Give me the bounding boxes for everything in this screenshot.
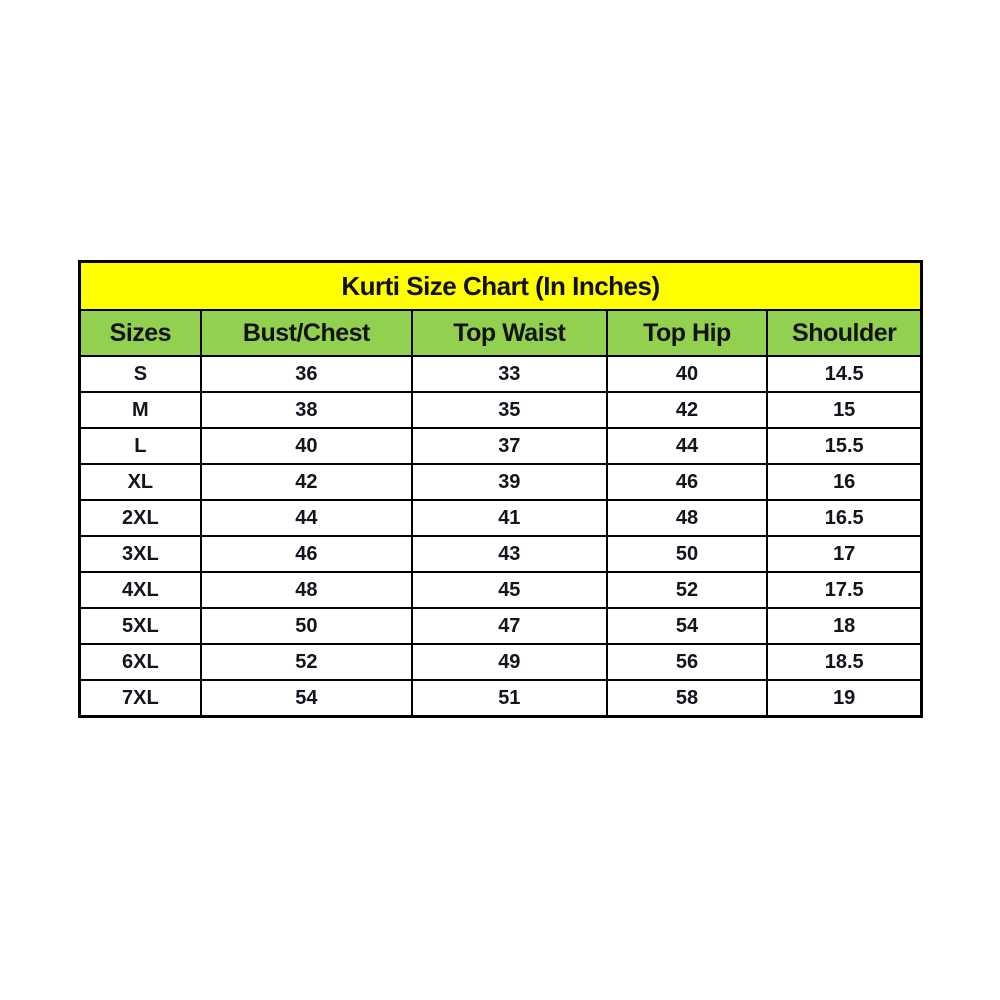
- measurement-cell: 14.5: [767, 356, 921, 392]
- measurement-cell: 54: [607, 608, 768, 644]
- measurement-cell: 17: [767, 536, 921, 572]
- measurement-cell: 46: [201, 536, 412, 572]
- size-cell: L: [80, 428, 201, 464]
- measurement-cell: 18.5: [767, 644, 921, 680]
- kurti-size-chart-table: [78, 260, 923, 718]
- column-header-bust-chest: Bust/Chest: [201, 310, 412, 356]
- table-row: [80, 392, 922, 428]
- size-cell: 3XL: [80, 536, 201, 572]
- column-header-sizes: Sizes: [80, 310, 201, 356]
- measurement-cell: 37: [412, 428, 607, 464]
- size-cell: 4XL: [80, 572, 201, 608]
- size-cell: 2XL: [80, 500, 201, 536]
- column-header-top-hip: Top Hip: [607, 310, 768, 356]
- table-row: [80, 644, 922, 680]
- measurement-cell: 19: [767, 680, 921, 717]
- table-title: Kurti Size Chart (In Inches): [80, 262, 922, 311]
- table-row: [80, 464, 922, 500]
- measurement-cell: 46: [607, 464, 768, 500]
- measurement-cell: 52: [201, 644, 412, 680]
- measurement-cell: 38: [201, 392, 412, 428]
- measurement-cell: 40: [607, 356, 768, 392]
- measurement-cell: 39: [412, 464, 607, 500]
- size-cell: 6XL: [80, 644, 201, 680]
- measurement-cell: 51: [412, 680, 607, 717]
- column-header-top-waist: Top Waist: [412, 310, 607, 356]
- measurement-cell: 44: [201, 500, 412, 536]
- measurement-cell: 40: [201, 428, 412, 464]
- header-row: [80, 310, 922, 356]
- size-cell: S: [80, 356, 201, 392]
- table-row: [80, 608, 922, 644]
- table-body: [80, 356, 922, 717]
- measurement-cell: 42: [607, 392, 768, 428]
- measurement-cell: 54: [201, 680, 412, 717]
- measurement-cell: 42: [201, 464, 412, 500]
- table-row: [80, 536, 922, 572]
- size-cell: M: [80, 392, 201, 428]
- measurement-cell: 35: [412, 392, 607, 428]
- measurement-cell: 47: [412, 608, 607, 644]
- measurement-cell: 50: [201, 608, 412, 644]
- measurement-cell: 48: [201, 572, 412, 608]
- measurement-cell: 52: [607, 572, 768, 608]
- measurement-cell: 18: [767, 608, 921, 644]
- measurement-cell: 16: [767, 464, 921, 500]
- title-row: [80, 262, 922, 311]
- measurement-cell: 44: [607, 428, 768, 464]
- measurement-cell: 45: [412, 572, 607, 608]
- table-row: [80, 680, 922, 717]
- measurement-cell: 58: [607, 680, 768, 717]
- table-head: [80, 262, 922, 357]
- measurement-cell: 15: [767, 392, 921, 428]
- measurement-cell: 49: [412, 644, 607, 680]
- size-cell: 5XL: [80, 608, 201, 644]
- table-row: [80, 500, 922, 536]
- table-row: [80, 356, 922, 392]
- table-row: [80, 572, 922, 608]
- measurement-cell: 36: [201, 356, 412, 392]
- measurement-cell: 50: [607, 536, 768, 572]
- table-row: [80, 428, 922, 464]
- size-cell: 7XL: [80, 680, 201, 717]
- measurement-cell: 48: [607, 500, 768, 536]
- measurement-cell: 15.5: [767, 428, 921, 464]
- measurement-cell: 41: [412, 500, 607, 536]
- measurement-cell: 56: [607, 644, 768, 680]
- measurement-cell: 16.5: [767, 500, 921, 536]
- size-cell: XL: [80, 464, 201, 500]
- measurement-cell: 17.5: [767, 572, 921, 608]
- measurement-cell: 43: [412, 536, 607, 572]
- measurement-cell: 33: [412, 356, 607, 392]
- column-header-shoulder: Shoulder: [767, 310, 921, 356]
